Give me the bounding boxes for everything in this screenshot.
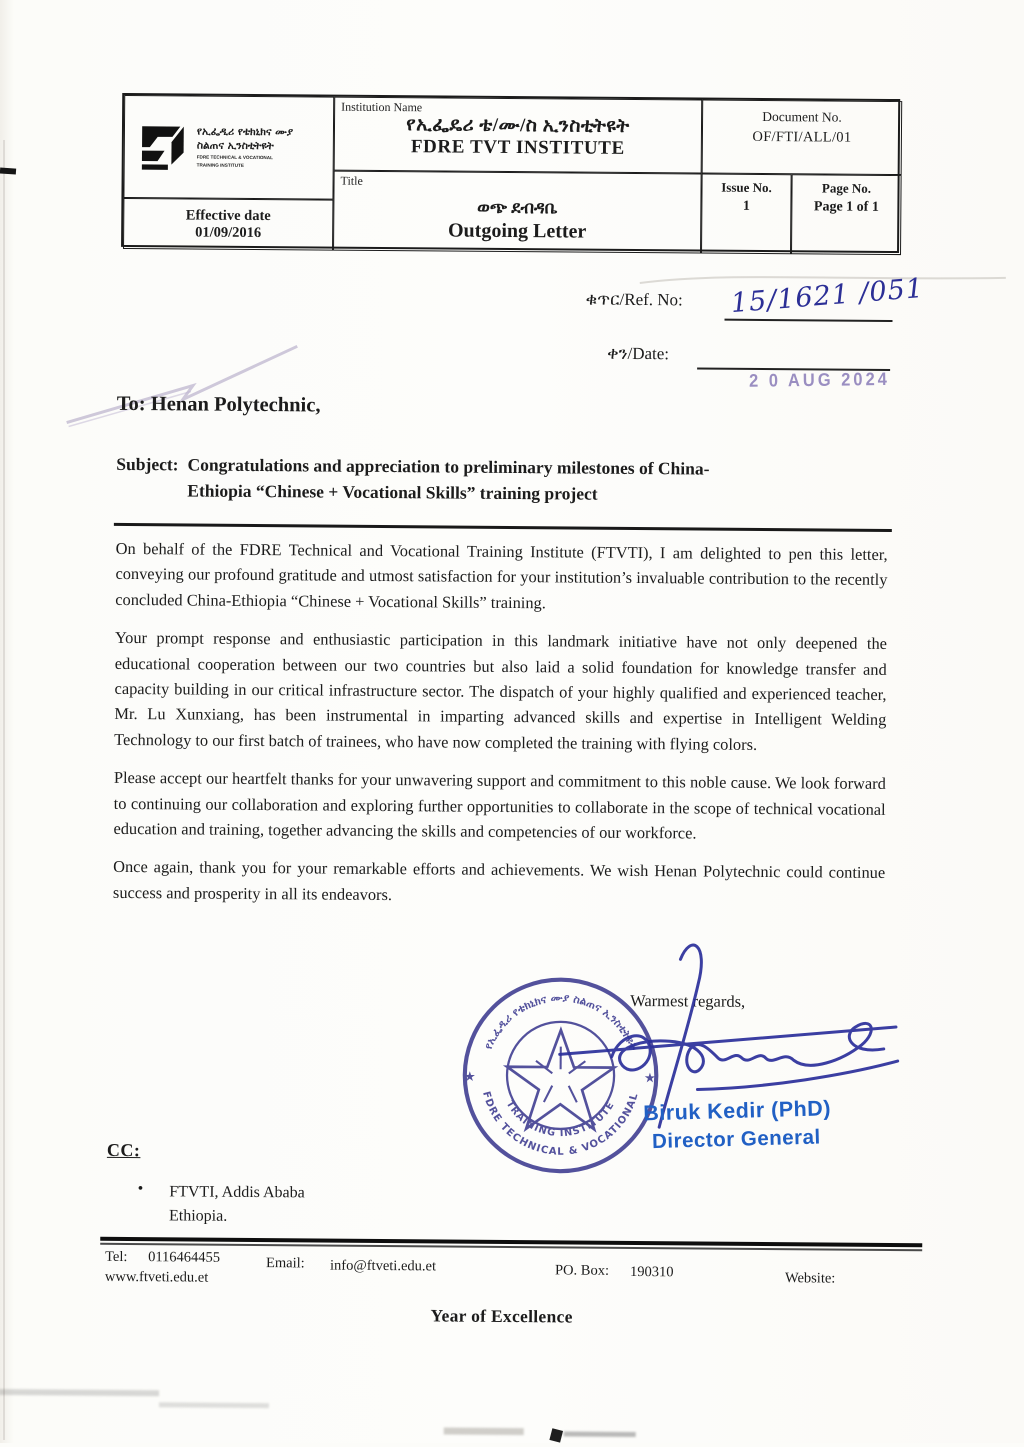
pobox-value: 190310 xyxy=(630,1264,674,1281)
cc-item xyxy=(169,1180,305,1229)
paragraph-4: Once again, thank you for your remarkable efforts and achievements. We wish Henan Polytechnic could continue success and prosperity in all its endeavors. xyxy=(113,854,885,911)
cc-item-line1: FTVTI, Addis Ababa xyxy=(169,1180,305,1205)
date-label: ቀን/Date: xyxy=(607,344,669,364)
scan-smudge xyxy=(159,1402,269,1408)
tel-value: 0116464455 xyxy=(148,1249,220,1267)
scan-smudge xyxy=(0,1389,159,1396)
ref-no-label: ቁጥር/Ref. No: xyxy=(586,290,683,311)
issue-no-cell xyxy=(701,173,792,254)
closing-line: Warmest regards, xyxy=(630,991,745,1012)
title-cell xyxy=(333,171,702,254)
letter-body xyxy=(113,536,888,924)
tagline: Year of Excellence xyxy=(0,1302,1014,1331)
cc-list xyxy=(137,1180,305,1229)
subject-text xyxy=(187,452,709,508)
logo-tiny-line1: FDRE TECHNICAL & VOCATIONAL xyxy=(197,154,293,161)
website-url: www.ftveti.edu.et xyxy=(105,1269,208,1287)
signer-name: Biruk Kedir (PhD) xyxy=(643,1096,831,1126)
email-value: info@ftveti.edu.et xyxy=(330,1258,436,1276)
institution-name-amharic: የኢፌዴሪ ቴ/ሙ/ስ ኢንስቲትዩት xyxy=(335,114,701,139)
institution-name-cell xyxy=(334,97,703,174)
effective-date-cell xyxy=(123,198,333,251)
effective-date-label: Effective date xyxy=(186,207,271,225)
scan-smudge xyxy=(549,1428,563,1442)
paragraph-1: On behalf of the FDRE Technical and Vocational Training Institute (FTVTI), I am delighted to pen this letter, conveying our profound gratitude and utmost satisfaction for your institution’s invaluable contribution to the recently concluded China-Ethiopia “Chinese + Vocational Skills” training. xyxy=(115,536,888,618)
subject-line2: Ethiopia “Chinese + Vocational Skills” training project xyxy=(187,478,709,508)
recipient-line: To: Henan Polytechnic, xyxy=(117,393,321,418)
stamp-right-star-icon: ★ xyxy=(644,1071,656,1086)
tel-label: Tel: xyxy=(105,1249,127,1266)
logo-text xyxy=(197,126,293,169)
stamp-top-arc-amharic: የኢፌዲሪ የቴክኒክና ሙያ ስልጠና ኢንስቲትዩት xyxy=(482,990,641,1053)
page-no-cell xyxy=(791,174,902,255)
title-english: Outgoing Letter xyxy=(334,219,700,245)
document-no-cell xyxy=(702,99,903,175)
logo-amharic-line2: ስልጠና ኢንስቲትዩት xyxy=(197,139,293,153)
paragraph-2: Your prompt response and enthusiastic participation in this landmark initiative have not only deepened the educational cooperation between our two countries but also laid a solid foundation for knowledge transfer and capacity building in our critical infrastructure sector. The dispatch of your highly qualified and experienced teacher, Mr. Lu Xunxiang, has been instrumental in imparting advanced skills and expertise in Intelligent Welding Technology to our first batch of trainees, who have now completed the training with flying colors. xyxy=(114,625,887,758)
document-no-label: Document No. xyxy=(703,109,901,127)
stamp-bottom-arc-line2: TRAINING INSTITUTE xyxy=(503,1099,617,1140)
bullet-icon: • xyxy=(137,1180,143,1228)
cc-item-line2: Ethiopia. xyxy=(169,1204,305,1229)
institution-name-label: Institution Name xyxy=(341,100,422,116)
pobox-label: PO. Box: xyxy=(555,1262,609,1279)
signer-title: Director General xyxy=(652,1126,821,1155)
institution-name-english: FDRE TVT INSTITUTE xyxy=(335,136,701,161)
ref-no-handwritten-value: 15/1621 /051 xyxy=(730,273,925,319)
effective-date-value: 01/09/2016 xyxy=(195,224,261,242)
header-logo-cell xyxy=(123,95,334,200)
title-label: Title xyxy=(341,174,363,189)
logo-amharic-line1: የኢፌዲሪ የቴክኒክና ሙያ xyxy=(197,126,293,140)
scan-smudge xyxy=(564,1431,636,1437)
subject-label: Subject: xyxy=(116,452,179,504)
logo-tiny-line2: TRAINING INSTITUTE xyxy=(197,162,293,169)
stamp-left-star-icon: ★ xyxy=(464,1070,476,1085)
header-table xyxy=(121,93,900,253)
issue-no-label: Issue No. xyxy=(702,180,790,197)
title-amharic: ወጭ ደብዳቤ xyxy=(334,197,700,220)
stamp-bottom-arc-line1: FDRE TECHNICAL & VOCATIONAL xyxy=(480,1090,641,1158)
document-no-value: OF/FTI/ALL/01 xyxy=(703,129,901,148)
pencil-strike-mark xyxy=(65,337,306,434)
page-no-label: Page No. xyxy=(792,180,900,197)
cc-label: CC: xyxy=(107,1140,141,1161)
subject-block xyxy=(116,452,892,510)
date-stamp-value: 2 0 AUG 2024 xyxy=(749,370,890,393)
email-label: Email: xyxy=(266,1255,305,1272)
subject-line1: Congratulations and appreciation to preliminary milestones of China- xyxy=(187,452,709,482)
subject-divider xyxy=(114,523,892,532)
ref-no-underline xyxy=(724,319,892,322)
website-label: Website: xyxy=(785,1270,836,1287)
institute-logo-icon xyxy=(137,121,189,173)
scan-smudge xyxy=(444,1428,524,1436)
issue-no-value: 1 xyxy=(702,199,790,216)
paragraph-3: Please accept our heartfelt thanks for your unwavering support and commitment to this noble cause. We look forward to continuing our collaboration and exploring further opportunities to collaborate in the scope of technical vocational education and training, together advancing the skills and competencies of our workforce. xyxy=(113,765,886,847)
page-no-value: Page 1 of 1 xyxy=(792,199,900,216)
